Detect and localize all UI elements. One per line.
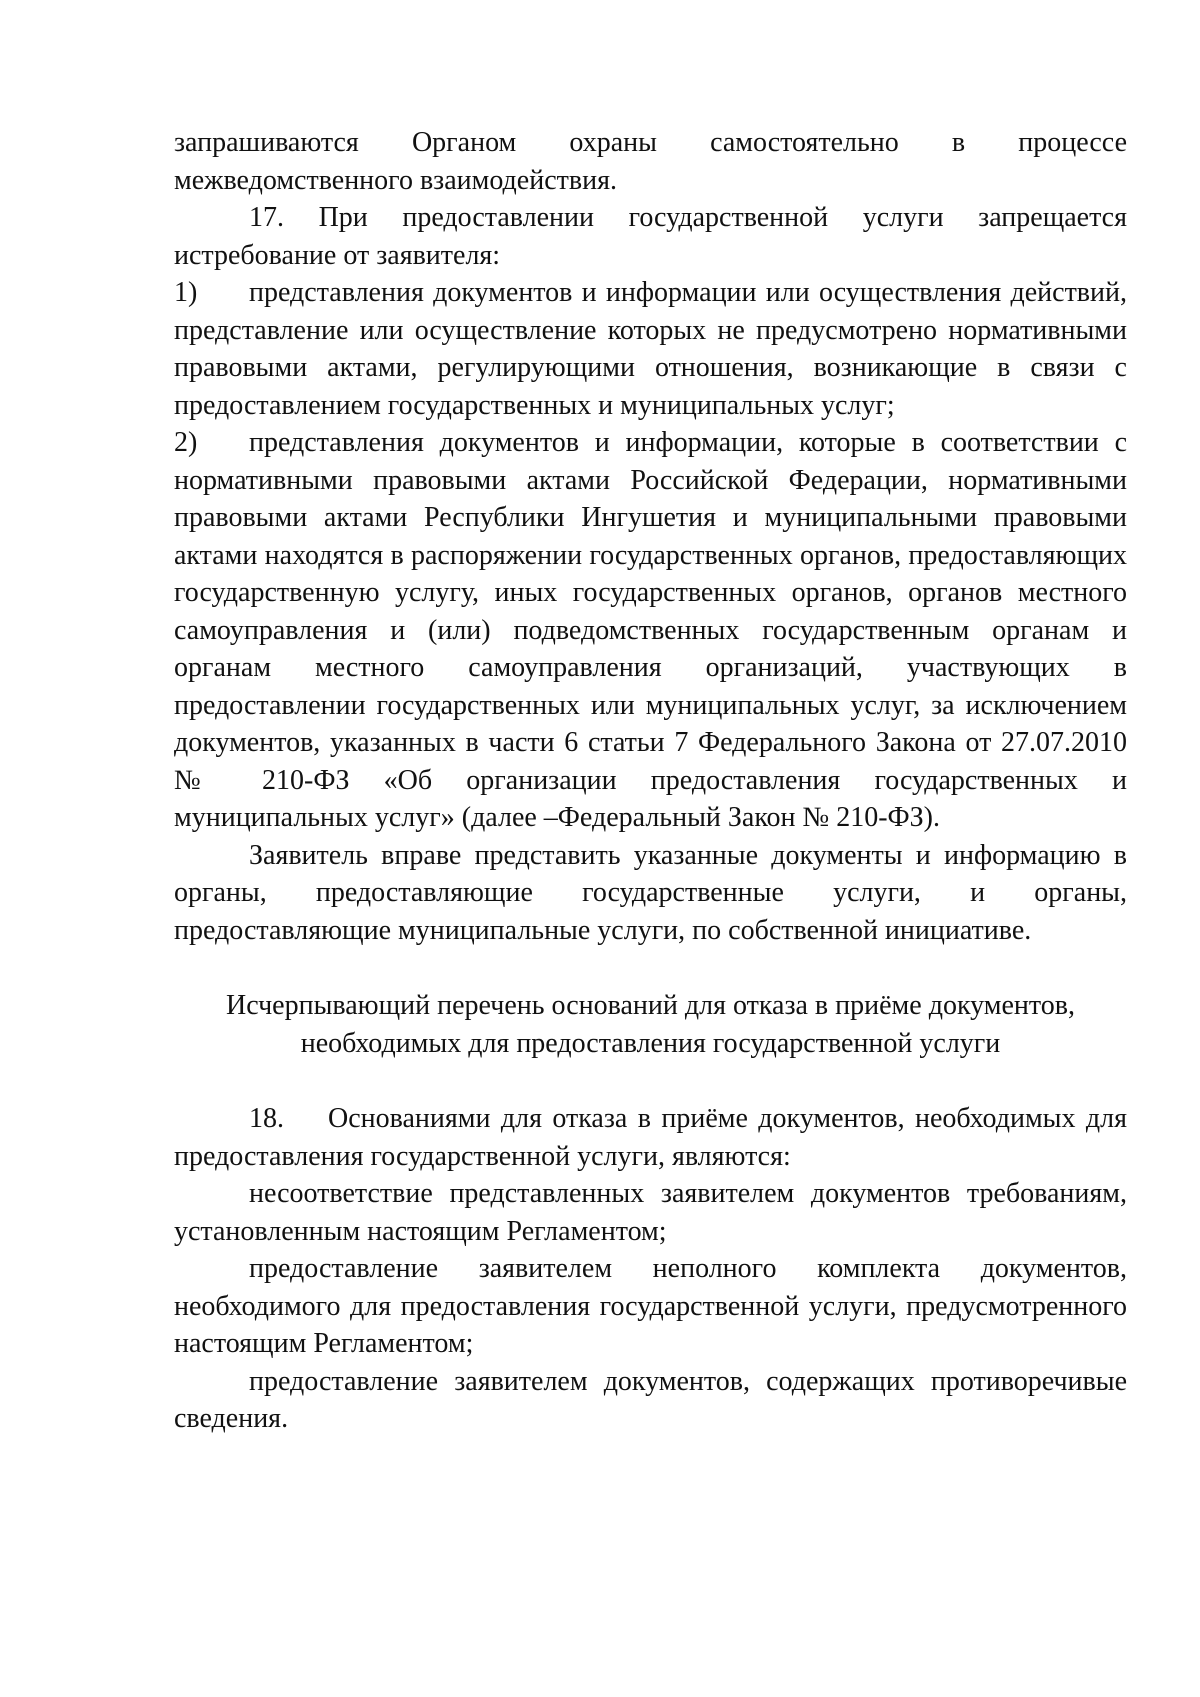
section-heading-line: необходимых для предоставления государственной услуги <box>300 1027 1001 1059</box>
subitem-number: 2) <box>174 427 198 458</box>
paragraph-applicant-right: Заявитель вправе представить указанные документы и информацию в органы, предоставляющие государственные услуги, и органы, предоставляющие муниципальные услуги, по собственной инициативе. <box>174 839 1127 946</box>
spacer <box>174 1062 1127 1100</box>
paragraph-refusal-reason: предоставление заявителем документов, содержащих противоречивые сведения. <box>174 1365 1127 1434</box>
paragraph-item-18 <box>174 1100 1127 1175</box>
section-heading-line: Исчерпывающий перечень оснований для отказа в приёме документов, <box>226 990 1075 1021</box>
paragraph-subitem-2 <box>174 424 1127 837</box>
document-body <box>174 124 1127 1438</box>
subitem-text: представления документов и информации, которые в соответствии с нормативными правовыми актами Российской Федерации, нормативными правовыми актами Республики Ингушетия и муниципальными правовыми актами находятся в распоряжении государственных органов, предоставляющих государственную услугу, иных государственных органов, органов местного самоуправления и (или) подведомственных государственным органам и органам местного самоуправления организаций, участвующих в предоставлении государственных или муниципальных услуг, за исключением документов, указанных в части 6 статьи 7 Федерального Закона от 27.07.2010 № 210-ФЗ «Об организации предоставления государственных и муниципальных услуг» (далее –Федеральный Закон № 210-ФЗ). <box>174 427 1127 833</box>
spacer <box>174 949 1127 987</box>
item-number: 18. <box>249 1103 284 1134</box>
subitem-text: представления документов и информации или осуществления действий, представление или осуществление которых не предусмотрено нормативными правовыми актами, регулирующими отношения, возникающие в связи с предоставлением государственных и муниципальных услуг; <box>174 277 1127 421</box>
paragraph-refusal-reason: несоответствие представленных заявителем документов требованиям, установленным настоящим Регламентом; <box>174 1178 1127 1247</box>
subitem-number: 1) <box>174 277 198 308</box>
paragraph-continuation: запрашиваются Органом охраны самостоятельно в процессе межведомственного взаимодействия. <box>174 127 1127 196</box>
section-heading <box>174 987 1127 1062</box>
paragraph-subitem-1 <box>174 274 1127 424</box>
paragraph-item-17: 17. При предоставлении государственной услуги запрещается истребование от заявителя: <box>174 202 1127 271</box>
item-text: Основаниями для отказа в приёме документов, необходимых для предоставления государственной услуги, являются: <box>174 1103 1127 1172</box>
paragraph-refusal-reason: предоставление заявителем неполного комплекта документов, необходимого для предоставления государственной услуги, предусмотренного настоящим Регламентом; <box>174 1253 1127 1359</box>
